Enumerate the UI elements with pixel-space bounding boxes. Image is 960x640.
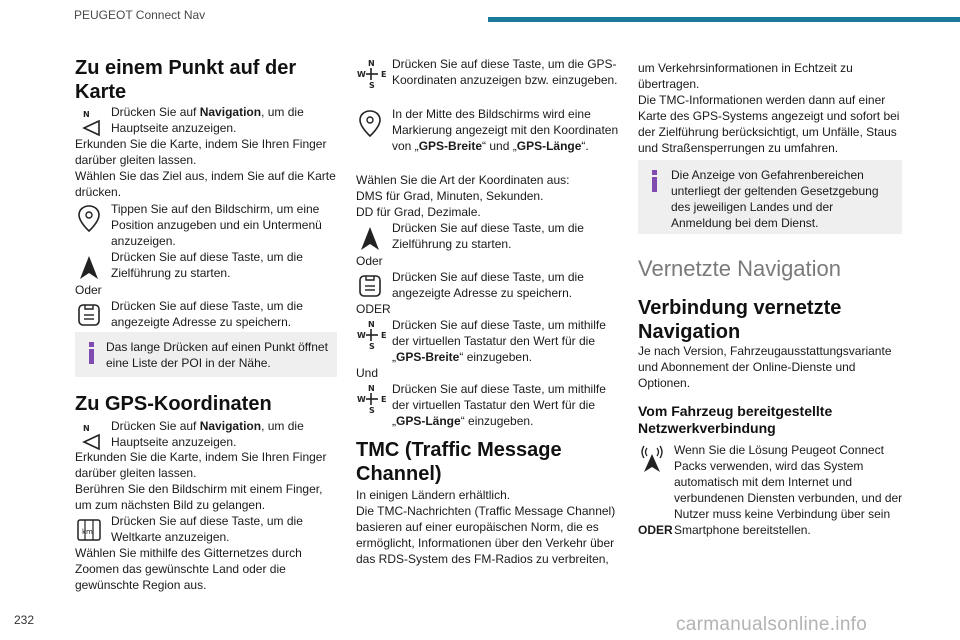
start-guidance-icon xyxy=(356,224,384,254)
step-text: Drücken Sie auf Navigation, um die Hauptseite anzuzeigen. xyxy=(111,105,304,135)
start-guidance-icon xyxy=(75,253,103,283)
paragraph: DD für Grad, Dezimale. xyxy=(356,205,481,219)
paragraph: Wählen Sie das Ziel aus, indem Sie auf die Karte drücken. xyxy=(75,169,336,199)
info-note xyxy=(75,332,337,377)
svg-text:N: N xyxy=(368,384,375,393)
heading-vernetzte-navigation: Vernetzte Navigation xyxy=(638,256,842,281)
step-world-map xyxy=(75,513,340,547)
svg-text:E: E xyxy=(381,331,387,340)
step-text: Drücken Sie auf diese Taste, um mithilfe der virtuellen Tastatur den Wert für die „GPS-Breite“ einzugeben. xyxy=(392,318,606,364)
note-text: Das lange Drücken auf einen Punkt öffnet eine Liste der POI in der Nähe. xyxy=(106,340,328,370)
info-icon-dot xyxy=(652,170,657,175)
world-map-icon xyxy=(75,515,103,545)
save-address-icon xyxy=(75,300,103,330)
step-text: Drücken Sie auf diese Taste, um die angezeigte Adresse zu speichern. xyxy=(111,299,303,329)
heading-point-on-map: Zu einem Punkt auf der Karte xyxy=(75,57,297,103)
svg-text:N: N xyxy=(368,59,375,68)
heading-gps-coordinates: Zu GPS-Koordinaten xyxy=(75,393,272,415)
svg-text:E: E xyxy=(381,70,387,79)
step-text: Drücken Sie auf diese Taste, um die Zielführung zu starten. xyxy=(111,250,303,280)
info-note xyxy=(638,160,902,234)
paragraph: Je nach Version, Fahrzeugausstattungsvariante und Abonnement der Online-Dienste und Optionen. xyxy=(638,344,892,390)
compass-crosshair-icon xyxy=(356,319,388,349)
svg-text:S: S xyxy=(369,406,375,413)
page-number: 232 xyxy=(14,613,35,627)
info-icon xyxy=(89,349,94,364)
oder-label: Oder xyxy=(356,254,383,268)
step-start-guidance xyxy=(75,249,340,283)
heading-fahrzeug-netzwerk: Vom Fahrzeug bereitgestellte Netzwerkverbindung xyxy=(638,403,833,436)
step-enter-latitude xyxy=(356,317,626,367)
heading-tmc: TMC (Traffic Message Channel) xyxy=(356,439,562,485)
svg-text:W: W xyxy=(357,331,366,340)
svg-text:N: N xyxy=(83,110,90,119)
svg-text:N: N xyxy=(368,320,375,329)
watermark: carmanualsonline.info xyxy=(676,614,868,635)
step-gps-coordinates xyxy=(356,56,626,106)
svg-text:S: S xyxy=(369,342,375,349)
svg-text:km: km xyxy=(82,528,93,536)
step-text: In der Mitte des Bildschirms wird eine Markierung angezeigt mit den Koordinaten von „GPS-Breite“ und „GPS-Länge“. xyxy=(392,107,619,153)
paragraph: Wählen Sie mithilfe des Gitternetzes durch Zoomen das gewünschte Land oder die gewünschte Region aus. xyxy=(75,546,302,592)
step-tap-screen xyxy=(75,201,340,249)
svg-text:E: E xyxy=(381,395,387,404)
info-icon xyxy=(652,177,657,192)
paragraph: Erkunden Sie die Karte, indem Sie Ihren Finger darüber gleiten lassen. xyxy=(75,450,327,480)
und-label: Und xyxy=(356,366,379,380)
info-icon-dot xyxy=(89,342,94,347)
svg-text:N: N xyxy=(83,424,90,433)
step-text: Drücken Sie auf Navigation, um die Hauptseite anzuzeigen. xyxy=(111,419,304,449)
paragraph: Berühren Sie den Bildschirm mit einem Finger, um zum nächsten Bild zu gelangen. xyxy=(75,482,323,512)
navigation-arrow-icon xyxy=(79,108,107,138)
step-text: Drücken Sie auf diese Taste, um mithilfe der virtuellen Tastatur den Wert für die „GPS-Länge“ einzugeben. xyxy=(392,382,606,428)
step-navigation xyxy=(75,418,340,452)
paragraph: In einigen Ländern erhältlich. xyxy=(356,488,511,502)
step-save-address xyxy=(75,298,340,332)
step-text: Drücken Sie auf diese Taste, um die angezeigte Adresse zu speichern. xyxy=(392,270,584,300)
svg-text:W: W xyxy=(357,70,366,79)
step-text: Drücken Sie auf diese Taste, um die GPS-Koordinaten anzuzeigen bzw. einzugeben. xyxy=(392,57,618,87)
note-text: Die Anzeige von Gefahrenbereichen unterliegt der geltenden Gesetzgebung des jeweiligen Landes und der Anmeldung bei dem Dienst. xyxy=(671,168,879,230)
compass-crosshair-icon xyxy=(356,58,388,88)
step-save-address xyxy=(356,269,626,303)
compass-crosshair-icon xyxy=(356,383,388,413)
oder-bold-label: ODER xyxy=(638,523,673,537)
step-text: Wenn Sie die Lösung Peugeot Connect Packs verwenden, wird das System automatisch mit dem Internet und verbundenen Diensten verbunden, und der Nutzer muss keine Verbindung über sein Smartphone bereitstellen. xyxy=(674,443,903,537)
step-start-guidance xyxy=(356,220,626,254)
paragraph: Die TMC-Informationen werden dann auf einer Karte des GPS-Systems angezeigt und sofort bei der Zielführung berücksichtigt, um Unfälle, Staus und Straßensperrungen zu umfahren. xyxy=(638,93,900,155)
navigation-arrow-icon xyxy=(79,422,107,452)
paragraph: DMS für Grad, Minuten, Sekunden. xyxy=(356,189,544,203)
running-header: PEUGEOT Connect Nav xyxy=(74,8,206,22)
svg-text:S: S xyxy=(369,81,375,88)
paragraph: Wählen Sie die Art der Koordinaten aus: xyxy=(356,173,570,187)
header-accent-line xyxy=(488,17,960,22)
svg-text:W: W xyxy=(357,395,366,404)
step-text: Drücken Sie auf diese Taste, um die Weltkarte anzuzeigen. xyxy=(111,514,303,544)
heading-verbindung: Verbindung vernetzte Navigation xyxy=(638,297,842,343)
paragraph: Die TMC-Nachrichten (Traffic Message Channel) basieren auf einer europäischen Norm, die es ermöglicht, Informationen über den Verkehr über das RDS-System des FM-Radios zu verbreiten, xyxy=(356,504,616,566)
paragraph: Erkunden Sie die Karte, indem Sie Ihren Finger darüber gleiten lassen. xyxy=(75,137,327,167)
oder-label: Oder xyxy=(75,283,102,297)
step-text: Tippen Sie auf den Bildschirm, um eine Position anzugeben und ein Untermenü anzuzeigen. xyxy=(111,202,322,248)
save-address-icon xyxy=(356,271,384,301)
location-pin-icon xyxy=(75,203,103,233)
connected-car-icon xyxy=(638,444,666,474)
step-text: Drücken Sie auf diese Taste, um die Zielführung zu starten. xyxy=(392,221,584,251)
location-pin-icon xyxy=(356,108,384,138)
step-enter-longitude xyxy=(356,381,626,431)
step-marker xyxy=(356,106,626,170)
oder-caps-label: ODER xyxy=(356,302,391,316)
paragraph: um Verkehrsinformationen in Echtzeit zu übertragen. xyxy=(638,61,853,91)
